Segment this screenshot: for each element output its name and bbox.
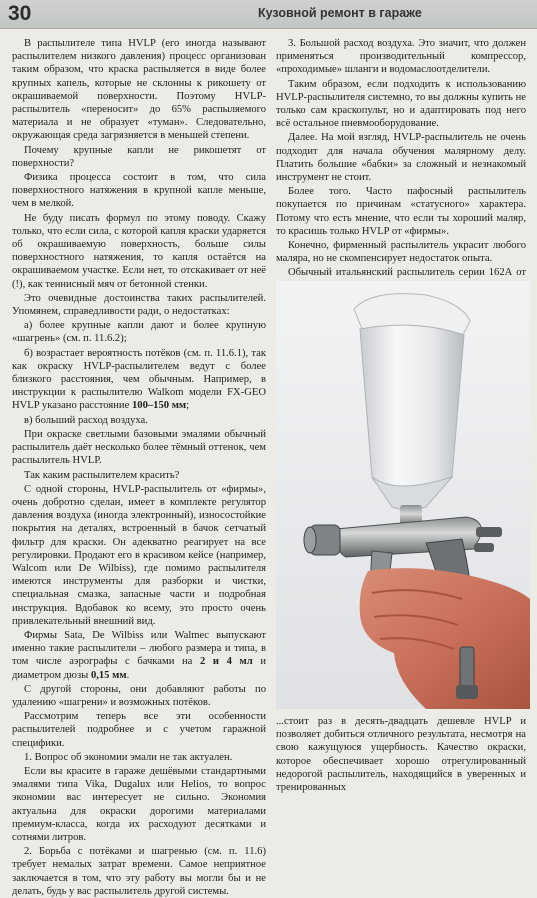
- paragraph: ...стоит раз в десять-двадцать дешевле HVLP и позволяет добиться отличного результата, несмотря на свою кажущуюся ущербность. Качество окраски, которое обеспечивает хорошо отрегулированный недорогой распылитель, находящийся в уверенных и тренированных: [276, 716, 526, 794]
- paragraph: Рассмотрим теперь все эти особенности распылителей подробнее и с учетом гаражной специфики.: [12, 711, 266, 749]
- paragraph: Физика процесса состоит в том, что сила поверхностного натяжения в крупной капле меньше, чем в мелкой.: [12, 172, 266, 210]
- paragraph: Это очевидные достоинства таких распылителей. Упомянем, справедливости ради, о недостатках:: [12, 292, 266, 318]
- paragraph: в) больший расход воздуха.: [24, 414, 148, 426]
- paragraph: а) более крупные капли дают и более крупную «шагрень» (см. п. 11.6.2);: [12, 320, 266, 345]
- paragraph: [12, 629, 266, 682]
- left-column: [12, 37, 266, 897]
- bold-text: 100–150 мм: [131, 400, 187, 412]
- text-run: и диаметром дюзы: [12, 656, 266, 681]
- right-column-bottom: [276, 715, 526, 799]
- running-title: Кузовной ремонт в гараже: [258, 6, 422, 20]
- paragraph: 3. Большой расход воздуха. Это значит, что должен применяться производительный компрессор, «проходимые» шланги и водомаслоотделители.: [276, 38, 526, 76]
- paragraph: Обычный итальянский распылитель серии 162А от: [288, 267, 526, 279]
- paragraph: Далее. На мой взгляд, HVLP-распылитель не очень подходит для начала обучения малярному делу. Платить большие «бабки» за сложный и незнакомый инструмент не стоит.: [276, 132, 526, 184]
- bold-text: 2 и 4 мл: [199, 656, 253, 668]
- paragraph: 1. Вопрос об экономии эмали не так актуален.: [24, 751, 233, 763]
- text-run: ;: [186, 400, 190, 412]
- right-column-top: [276, 37, 526, 279]
- paragraph: При окраске светлыми базовыми эмалями обычный распылитель даёт несколько более тёмный оттенок, чем распылитель HVLP.: [12, 428, 266, 467]
- page-number: 30: [8, 2, 32, 25]
- paragraph: Так каким распылителем красить?: [24, 469, 180, 481]
- spray-gun-illustration: [276, 281, 530, 709]
- paragraph: С другой стороны, они добавляют работы по удалению «шагрени» и возможных потёков.: [12, 683, 266, 708]
- paragraph: Таким образом, если подходить к использованию HVLP-распылителя системно, то вы должны купить не только сам краскопульт, но и адаптировать под него всё остальное пневмооборудование.: [276, 78, 526, 130]
- paragraph: Не буду писать формул по этому поводу. Скажу только, что если сила, с которой капля краски ударяется об окрашиваемую поверхность, больше силы поверхностного натяжения, то капля остаётся на окрашиваемом участке. Если нет, то отскакивает от неё (!), как теннисный мяч от бетонной стенки.: [12, 212, 266, 290]
- spray-gun-photo: [276, 281, 530, 709]
- paragraph: С одной стороны, HVLP-распылитель от «фирмы», очень добротно сделан, имеет в комплекте регулятор давления воздуха (иногда электронный), износостойкие покрытия на деталях, встроенный в бачок сетчатый фильтр для краски. Он адекватно реагирует на все регулировки. Продают его в красивом кейсе (например, Walcom или De Wilbiss), где помимо распылителя имеются инструменты для разборки и чистки, специальная смазка, запасные части и подробная инструкция. Вдобавок ко всему, это просто очень привлекательный внешний вид.: [12, 483, 266, 627]
- text-run: б) возрастает вероятность потёков (см. п. 11.6.1), так как окраску HVLP-распылителем ведут с более близкого расстояния, чем обычным. Например, в инструкции к распылителю Walkom модели FX-GEO HVLP указано расстояние: [12, 347, 266, 412]
- paragraph: Более того. Часто пафосный распылитель покупается по причинам «статусного» характера. Потому что есть мнение, что если ты хороший маляр, то красишь только HVLP от «фирмы».: [276, 186, 526, 237]
- page-header: [0, 0, 537, 29]
- text-run: Фирмы Sata, De Wilbiss или Walmec выпускают именно такие распылители – любого размера и типа, в том числе аэрографы с бачками на: [12, 629, 266, 668]
- paragraph: 2. Борьба с потёками и шагренью (см. п. 11.6) требует немалых затрат времени. Самое неприятное заключается в том, что эту работу вы могли бы и не делать, будь у вас распылитель другой системы.: [12, 846, 266, 897]
- paragraph: [12, 347, 266, 413]
- paragraph: Почему крупные капли не рикошетят от поверхности?: [12, 144, 266, 169]
- paragraph: Конечно, фирменный распылитель украсит любого маляра, но не скомпенсирует недостаток опыта.: [276, 240, 526, 265]
- text-run: .: [126, 669, 130, 681]
- paragraph: В распылителе типа HVLP (его иногда называют распылителем низкого давления) процесс организован таким образом, что краска распыляется в виде более крупных капель, которые не склонны к рикошету от окрашиваемой поверхности. Поэтому HVLP-распылитель «переносит» до 65% распыляемого материала и не образует «туман». Следовательно, окружающая среда загрязняется в меньшей степени.: [12, 38, 266, 142]
- bold-text: 0,15 мм: [90, 669, 127, 681]
- paragraph: Если вы красите в гараже дешёвыми стандартными эмалями типа Vika, Dugalux или Helios, то вопрос экономии вас интересует не сильно. Экономия актуальна для окраски дорогими материалами премиум-класса, когда их расходуют десятками и сотнями литров.: [12, 765, 266, 843]
